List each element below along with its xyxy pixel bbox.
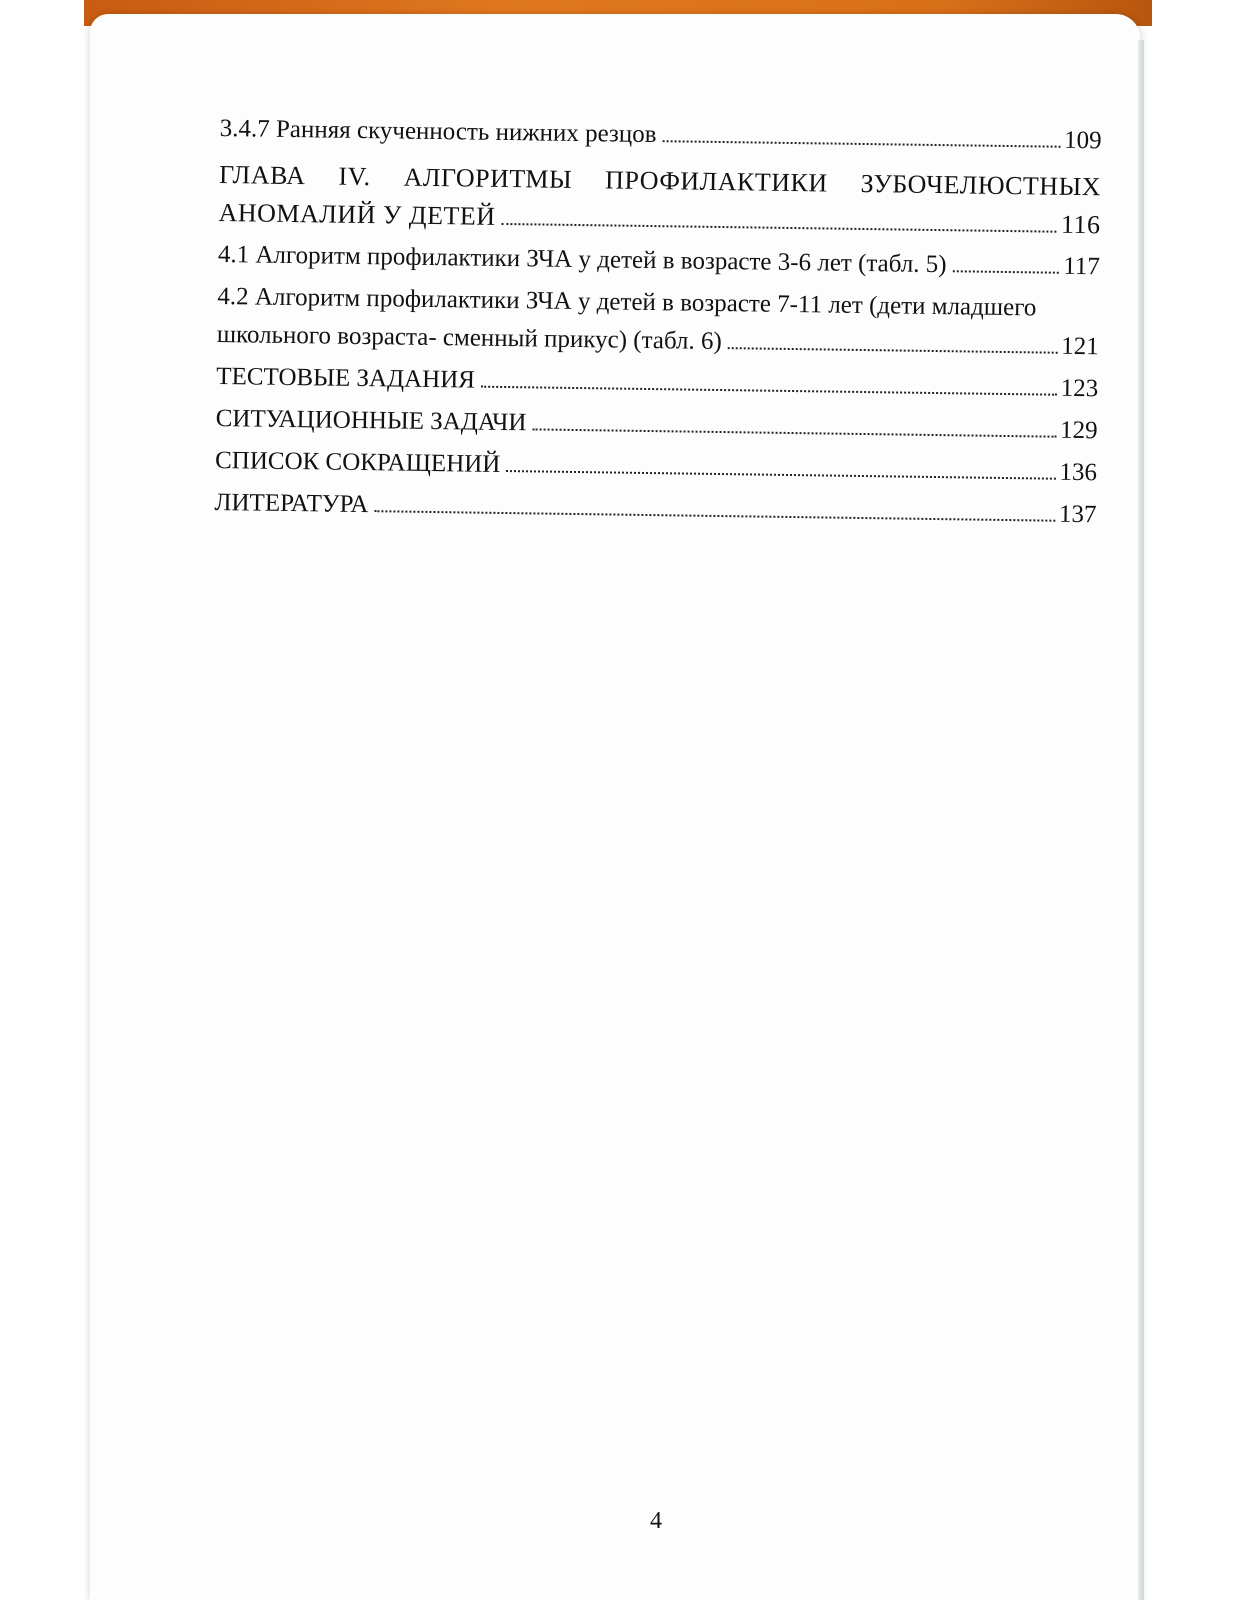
table-of-contents: [214, 110, 1102, 534]
toc-entry-page: 137: [1058, 500, 1097, 529]
page-number: 4: [650, 1508, 662, 1534]
toc-leader-dots: [953, 270, 1060, 273]
toc-entry-title: ТЕСТОВЫЕ ЗАДАНИЯ: [216, 362, 476, 394]
toc-chapter-4: [218, 156, 1101, 244]
chapter-word: ЗУБОЧЕЛЮСТНЫХ: [860, 168, 1102, 202]
toc-leader-dots: [532, 428, 1056, 437]
chapter-word: ГЛАВА: [218, 159, 306, 191]
toc-entry-page: 121: [1061, 332, 1099, 361]
toc-entry-page: 116: [1060, 209, 1101, 240]
chapter-word: ПРОФИЛАКТИКИ: [604, 165, 828, 198]
toc-entry-4-2: [217, 278, 1100, 366]
toc-leader-dots: [662, 140, 1060, 148]
toc-entry-page: 136: [1059, 458, 1098, 487]
toc-entry-title: 3.4.7 Ранняя скученность нижних резцов: [219, 114, 657, 149]
page-edge-shadow: [1138, 40, 1144, 1600]
toc-entry-title: АНОМАЛИЙ У ДЕТЕЙ: [218, 197, 496, 231]
toc-leader-dots: [506, 470, 1055, 480]
toc-entry-page: 117: [1063, 252, 1101, 281]
toc-entry-page: 123: [1060, 374, 1099, 403]
chapter-word: IV.: [338, 161, 371, 192]
toc-entry-page: 129: [1059, 416, 1098, 445]
chapter-word: АЛГОРИТМЫ: [403, 162, 573, 194]
toc-entry-title: 4.1 Алгоритм профилактики ЗЧА у детей в возрасте 3-6 лет (табл. 5): [217, 240, 947, 279]
toc-entry-title-line-2: школьного возраста- сменный прикус) (табл. 6): [216, 320, 723, 356]
toc-leader-dots: [728, 347, 1057, 354]
toc-entry-page: 109: [1063, 126, 1102, 155]
toc-entry-title: СПИСОК СОКРАЩЕНИЙ: [214, 446, 501, 478]
toc-leader-dots: [501, 223, 1056, 233]
toc-leader-dots: [481, 386, 1057, 396]
toc-leader-dots: [374, 510, 1055, 522]
toc-entry-title: СИТУАЦИОННЫЕ ЗАДАЧИ: [215, 404, 527, 437]
toc-entry-title: ЛИТЕРАТУРА: [214, 488, 369, 519]
toc-entry-title-line-1: 4.2 Алгоритм профилактики ЗЧА у детей в возрасте 7-11 лет (дети младшего: [217, 282, 1037, 322]
